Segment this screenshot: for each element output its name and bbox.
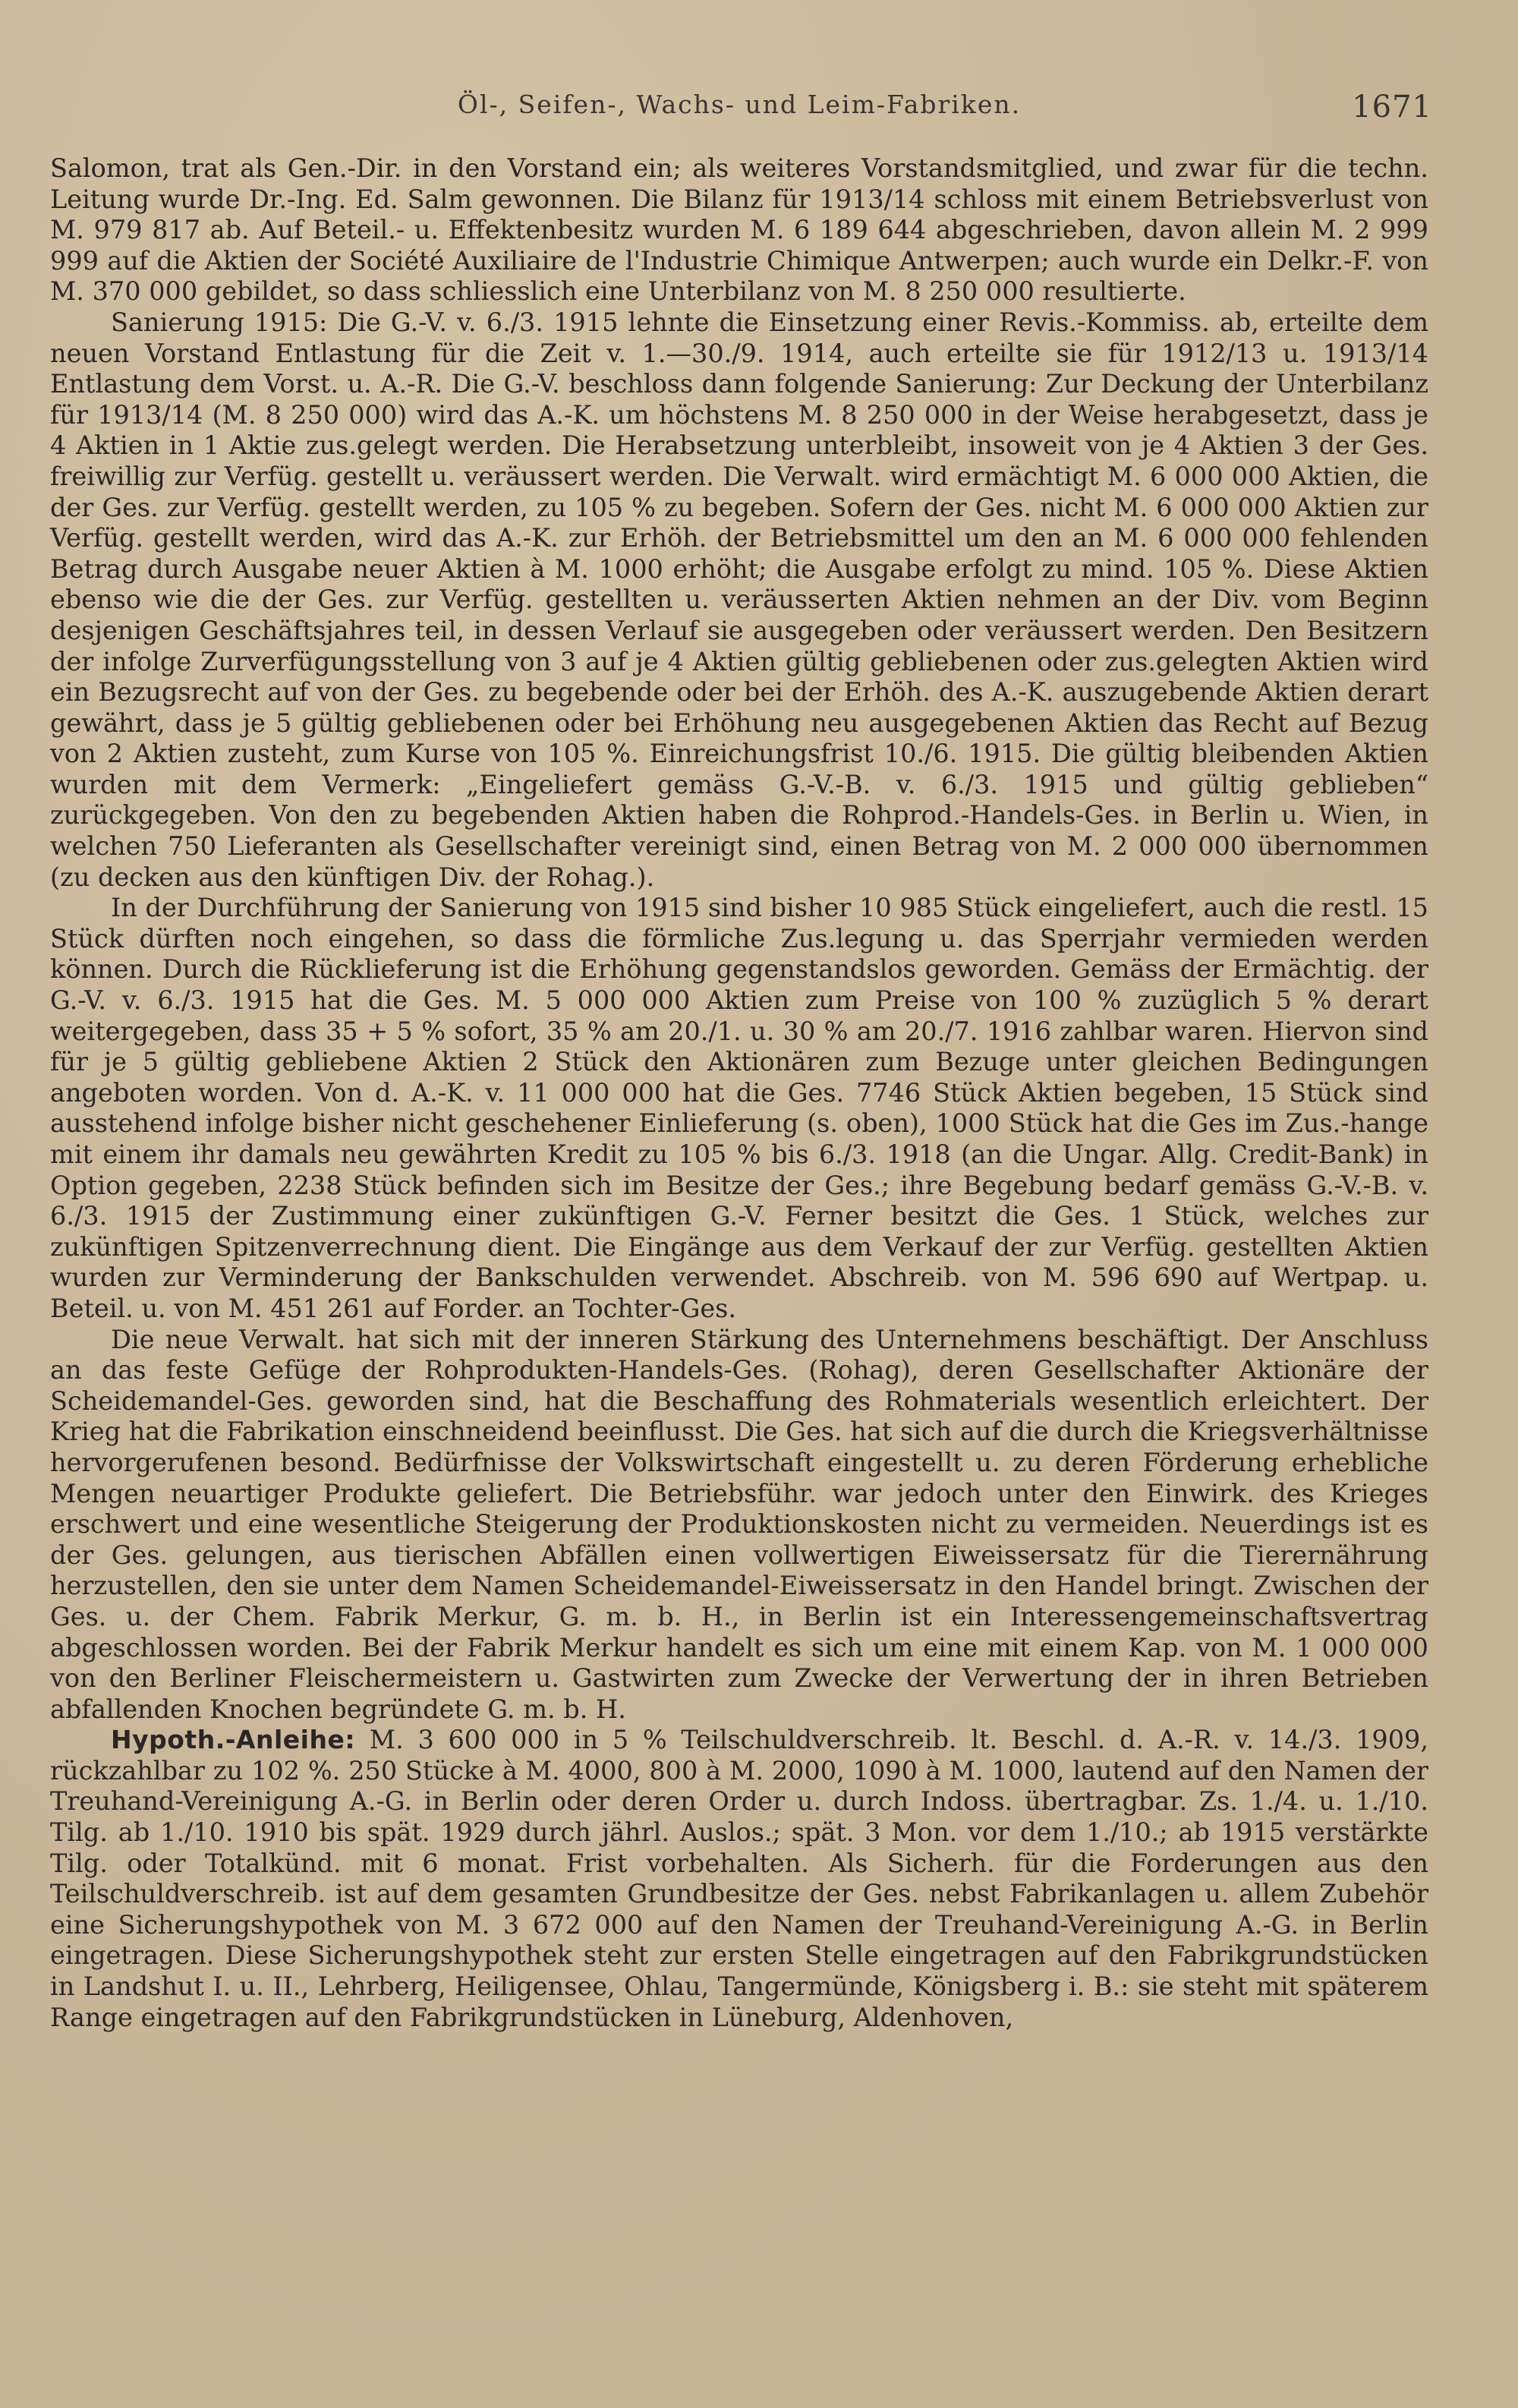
paragraph-hypoth-anleihe bbox=[50, 1725, 1428, 2033]
page-number: 1671 bbox=[1352, 90, 1432, 124]
paragraph-text: Sanierung 1915: Die G.-V. v. 6./3. 1915 lehnte die Einsetzung einer Revis.-Kommiss. ab, erteilte dem neuen Vorstand Entlastung für die Zeit v. 1.—30./9. 1914, auch erteilte sie für 1912/13 u. 1913/14 Entlastung dem Vorst. u. A.-R. Die G.-V. beschloss dann folgende Sanierung: Zur Deckung der Unterbilanz für 1913/14 (M. 8 250 000) wird das A.-K. um höchstens M. 8 250 000 in der Weise herabgesetzt, dass je 4 Aktien in 1 Aktie zus.gelegt werden. Die Herabsetzung unterbleibt, insoweit von je 4 Aktien 3 der Ges. freiwillig zur Verfüg. gestellt u. veräussert werden. Die Verwalt. wird ermächtigt M. 6 000 000 Aktien, die der Ges. zur Verfüg. gestellt werden, zu 105 % zu begeben. Sofern der Ges. nicht M. 6 000 000 Aktien zur Verfüg. gestellt werden, wird das A.-K. zur Erhöh. der Betriebsmittel um den an M. 6 000 000 fehlenden Betrag durch Ausgabe neuer Aktien à M. 1000 erhöht; die Ausgabe erfolgt zu mind. 105 %. Diese Aktien ebenso wie die der Ges. zur Verfüg. gestellten u. veräusserten Aktien nehmen an der Div. vom Beginn desjenigen Geschäftsjahres teil, in dessen Verlauf sie ausgegeben oder veräussert werden. Den Besitzern der infolge Zurverfügungsstellung von 3 auf je 4 Aktien gültig gebliebenen oder zus.gelegten Aktien wird ein Bezugsrecht auf von der Ges. zu begebende oder bei der Erhöh. des A.-K. auszugebende Aktien derart gewährt, dass je 5 gültig gebliebenen oder bei Erhöhung neu ausgegebenen Aktien das Recht auf Bezug von 2 Aktien zusteht, zum Kurse von 105 %. Einreichungsfrist 10./6. 1915. Die gültig bleibenden Aktien wurden mit dem Vermerk: „Eingeliefert gemäss G.-V.-B. v. 6./3. 1915 und gültig geblieben“ zurückgegeben. Von den zu begebenden Aktien haben die Rohprod.-Handels-Ges. in Berlin u. Wien, in welchen 750 Lieferanten als Gesellschafter vereinigt sind, einen Betrag von M. 2 000 000 übernommen (zu decken aus den künftigen Div. der Rohag.). bbox=[50, 307, 1428, 892]
paragraph-durchfuehrung bbox=[50, 893, 1428, 1324]
paragraph-salomon bbox=[50, 153, 1428, 307]
running-head bbox=[50, 90, 1432, 128]
running-title: Öl-, Seifen-, Wachs- und Leim-Fabriken. bbox=[457, 90, 1022, 119]
section-lead: Hypoth.-Anleihe: bbox=[111, 1725, 356, 1755]
paragraph-text: Salomon, trat als Gen.-Dir. in den Vorstand ein; als weiteres Vorstandsmitglied, und zwar für die techn. Leitung wurde Dr.-Ing. Ed. Salm gewonnen. Die Bilanz für 1913/14 schloss mit einem Betriebsverlust von M. 979 817 ab. Auf Beteil.- u. Effektenbesitz wurden M. 6 189 644 abgeschrieben, davon allein M. 2 999 999 auf die Aktien der Société Auxiliaire de l'Industrie Chimique Antwerpen; auch wurde ein Delkr.-F. von M. 370 000 gebildet, so dass schliesslich eine Unterbilanz von M. 8 250 000 resultierte. bbox=[50, 153, 1428, 307]
paragraph-text: Die neue Verwalt. hat sich mit der inneren Stärkung des Unternehmens beschäftigt. Der Anschluss an das feste Gefüge der Rohprodukten-Handels-Ges. (Rohag), deren Gesellschafter Aktionäre der Scheidemandel-Ges. geworden sind, hat die Beschaffung des Rohmaterials wesentlich erleichtert. Der Krieg hat die Fabrikation einschneidend beeinflusst. Die Ges. hat sich auf die durch die Kriegsverhältnisse hervorgerufenen besond. Bedürfnisse der Volkswirtschaft eingestellt u. zu deren Förderung erhebliche Mengen neuartiger Produkte geliefert. Die Betriebsführ. war jedoch unter den Einwirk. des Krieges erschwert und eine wesentliche Steigerung der Produktionskosten nicht zu vermeiden. Neuerdings ist es der Ges. gelungen, aus tierischen Abfällen einen vollwertigen Eiweissersatz für die Tierernährung herzustellen, den sie unter dem Namen Scheidemandel-Eiweissersatz in den Handel bringt. Zwischen der Ges. u. der Chem. Fabrik Merkur, G. m. b. H., in Berlin ist ein Interessengemeinschaftsvertrag abgeschlossen worden. Bei der Fabrik Merkur handelt es sich um eine mit einem Kap. von M. 1 000 000 von den Berliner Fleischermeistern u. Gastwirten zum Zwecke der Verwertung der in ihren Betrieben abfallenden Knochen begründete G. m. b. H. bbox=[50, 1324, 1428, 1724]
body-text bbox=[50, 153, 1428, 2033]
paragraph-neue-verwaltung bbox=[50, 1325, 1428, 1726]
paragraph-text: M. 3 600 000 in 5 % Teilschuldverschreib. lt. Beschl. d. A.-R. v. 14./3. 1909, rückzahlbar zu 102 %. 250 Stücke à M. 4000, 800 à M. 2000, 1090 à M. 1000, lautend auf den Namen der Treuhand-Vereinigung A.-G. in Berlin oder deren Order u. durch Indoss. übertragbar. Zs. 1./4. u. 1./10. Tilg. ab 1./10. 1910 bis spät. 1929 durch jährl. Auslos.; spät. 3 Mon. vor dem 1./10.; ab 1915 verstärkte Tilg. oder Totalkünd. mit 6 monat. Frist vorbehalten. Als Sicherh. für die Forderungen aus den Teilschuldverschreib. ist auf dem gesamten Grundbesitze der Ges. nebst Fabrikanlagen u. allem Zubehör eine Sicherungshypothek von M. 3 672 000 auf den Namen der Treuhand-Vereinigung A.-G. in Berlin eingetragen. Diese Sicherungshypothek steht zur ersten Stelle eingetragen auf den Fabrikgrundstücken in Landshut I. u. II., Lehrberg, Heiligensee, Ohlau, Tangermünde, Königsberg i. B.: sie steht mit späterem Range eingetragen auf den Fabrikgrundstücken in Lüneburg, Aldenhoven, bbox=[50, 1725, 1428, 2032]
paragraph-text: In der Durchführung der Sanierung von 1915 sind bisher 10 985 Stück eingeliefert, auch die restl. 15 Stück dürften noch eingehen, so dass die förmliche Zus.legung u. das Sperrjahr vermieden werden können. Durch die Rücklieferung ist die Erhöhung gegenstandslos geworden. Gemäss der Ermächtig. der G.-V. v. 6./3. 1915 hat die Ges. M. 5 000 000 Aktien zum Preise von 100 % zuzüglich 5 % derart weitergegeben, dass 35 + 5 % sofort, 35 % am 20./1. u. 30 % am 20./7. 1916 zahlbar waren. Hiervon sind für je 5 gültig gebliebene Aktien 2 Stück den Aktionären zum Bezuge unter gleichen Bedingungen angeboten worden. Von d. A.-K. v. 11 000 000 hat die Ges. 7746 Stück Aktien begeben, 15 Stück sind ausstehend infolge bisher nicht geschehener Einlieferung (s. oben), 1000 Stück hat die Ges im Zus.-hange mit einem ihr damals neu gewährten Kredit zu 105 % bis 6./3. 1918 (an die Ungar. Allg. Credit-Bank) in Option gegeben, 2238 Stück befinden sich im Besitze der Ges.; ihre Begebung bedarf gemäss G.-V.-B. v. 6./3. 1915 der Zustimmung einer zukünftigen G.-V. Ferner besitzt die Ges. 1 Stück, welches zur zukünftigen Spitzenverrechnung dient. Die Eingänge aus dem Verkauf der zur Verfüg. gestellten Aktien wurden zur Verminderung der Bankschulden verwendet. Abschreib. von M. 596 690 auf Wertpap. u. Beteil. u. von M. 451 261 auf Forder. an Tochter-Ges. bbox=[50, 893, 1428, 1323]
paragraph-sanierung-1915 bbox=[50, 307, 1428, 893]
